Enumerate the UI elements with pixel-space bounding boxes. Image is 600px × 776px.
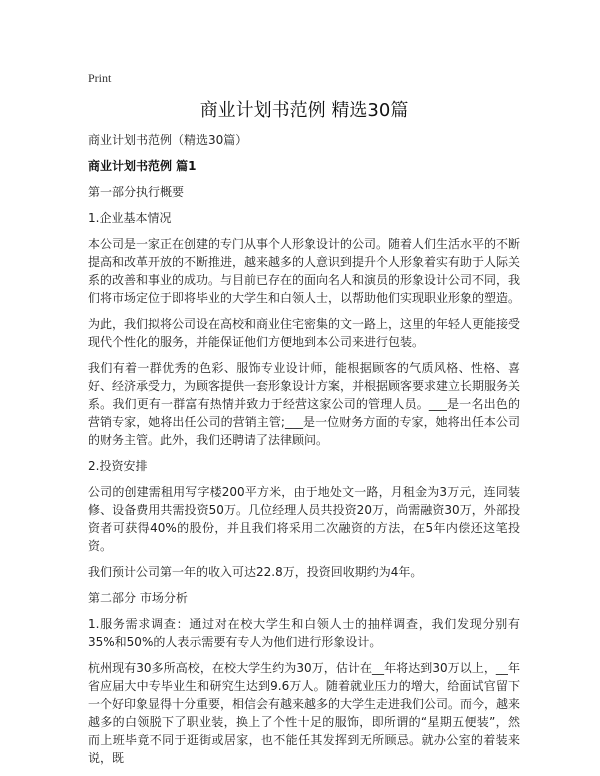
paragraph: 杭州现有30多所高校，在校大学生约为30万，估计在__年将达到30万以上，__年省应届大中专毕业生和研究生达到9.6万人。随着就业压力的增大，给面试官留下一个好印象显得十分重要，相信会有越来越多的大学生走进我们公司。而今，越来越多的白领脱下了职业装，换上了个性十足的服饰，即所谓的“星期五便装”，然而上班毕竟不同于逛街或居家，也不能任其发挥到无所顾忌。就办公室的着装来说，既 bbox=[88, 661, 521, 765]
section-heading: 商业计划书范例 篇1 bbox=[88, 159, 197, 173]
paragraph: 我们预计公司第一年的收入可达22.8万，投资回收期约为4年。 bbox=[88, 565, 423, 579]
subsection-heading: 2.投资安排 bbox=[88, 459, 148, 473]
part-heading: 第二部分 市场分析 bbox=[88, 591, 188, 605]
paragraph: 为此，我们拟将公司设在高校和商业住宅密集的文一路上，这里的年轻人更能接受现代个性化的服务，并能保证他们方便地到本公司来进行包装。 bbox=[88, 317, 521, 349]
paragraph: 本公司是一家正在创建的专门从事个人形象设计的公司。随着人们生活水平的不断提高和改革开放的不断推进，越来越多的人意识到提升个人形象着实有助于人际关系的改善和事业的成功。与目前已存在的面向名人和演员的形象设计公司不同，我们将市场定位于即将毕业的大学生和白领人士，以帮助他们实现职业形象的塑造。 bbox=[88, 237, 521, 305]
page-title: 商业计划书范例 精选30篇 bbox=[199, 100, 409, 121]
paragraph: 公司的创建需租用写字楼200平方米，由于地处文一路，月租金为3万元，连同装修、设备费用共需投资50万。几位经理人员共投资20万，尚需融资30万，外部投资者可获得40%的股份，并且我们将采用二次融资的方法，在5年内偿还这笔投资。 bbox=[88, 485, 520, 553]
part-heading: 第一部分执行概要 bbox=[88, 185, 185, 199]
document-page bbox=[88, 69, 520, 775]
print-label[interactable]: Print bbox=[88, 71, 112, 85]
subtitle: 商业计划书范例（精选30篇） bbox=[88, 133, 248, 147]
paragraph: 我们有着一群优秀的色彩、服饰专业设计师，能根据顾客的气质风格、性格、喜好、经济承受力，为顾客提供一套形象设计方案，并根据顾客要求建立长期服务关系。我们更有一群富有热情并致力于经营这家公司的管理人员。___是一名出色的营销专家，她将出任公司的营销主管;___是一位财务方面的专家，她将出任本公司的财务主管。此外，我们还聘请了法律顾问。 bbox=[88, 361, 521, 447]
subsection-heading: 1.企业基本情况 bbox=[88, 211, 172, 225]
paragraph: 1.服务需求调查：通过对在校大学生和白领人士的抽样调查，我们发现分别有35%和50%的人表示需要有专人为他们进行形象设计。 bbox=[88, 617, 520, 649]
